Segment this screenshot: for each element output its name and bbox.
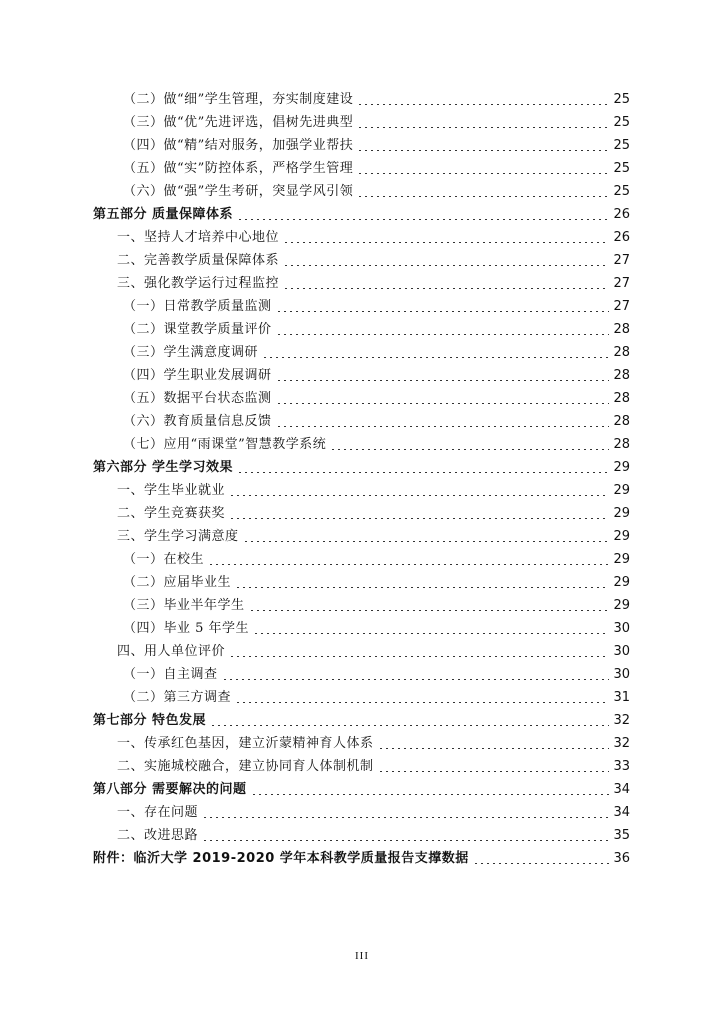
toc-entry[interactable] [0, 801, 724, 824]
toc-entry[interactable] [0, 594, 724, 617]
toc-entry-title: （一）日常教学质量监测 [123, 299, 272, 314]
dot-leader [202, 840, 609, 841]
toc-entry-title: 第八部分 需要解决的问题 [93, 782, 247, 797]
toc-entry-page-number: 33 [613, 759, 630, 774]
toc-entry[interactable] [0, 295, 724, 318]
dot-leader [357, 104, 609, 105]
dot-leader [378, 771, 610, 772]
toc-entry-title: （二）应届毕业生 [123, 575, 232, 590]
toc-entry-page-number: 25 [613, 138, 630, 153]
dot-leader [253, 633, 609, 634]
dot-leader [251, 794, 610, 795]
toc-entry-page-number: 31 [613, 690, 630, 705]
toc-entry[interactable] [0, 456, 724, 479]
dot-leader [235, 587, 609, 588]
toc-entry[interactable] [0, 686, 724, 709]
toc-entry-title: （七）应用“雨课堂”智慧教学系统 [123, 437, 327, 452]
toc-entry-title: （五）数据平台状态监测 [123, 391, 272, 406]
dot-leader [276, 311, 610, 312]
toc-entry[interactable] [0, 341, 724, 364]
toc-entry-page-number: 30 [613, 644, 630, 659]
toc-entry-page-number: 28 [613, 322, 630, 337]
dot-leader [237, 219, 609, 220]
toc-entry[interactable] [0, 640, 724, 663]
toc-entry-page-number: 29 [613, 575, 630, 590]
dot-leader [276, 403, 610, 404]
toc-entry-title: 一、学生毕业就业 [117, 483, 226, 498]
dot-leader [330, 449, 609, 450]
toc-entry-title: 一、坚持人才培养中心地位 [117, 230, 280, 245]
toc-entry-title: （三）学生满意度调研 [123, 345, 259, 360]
toc-entry[interactable] [0, 617, 724, 640]
toc-entry[interactable] [0, 410, 724, 433]
toc-entry-page-number: 29 [613, 598, 630, 613]
toc-entry-title: 二、改进思路 [117, 828, 199, 843]
toc-entry-page-number: 28 [613, 414, 630, 429]
dot-leader [208, 564, 609, 565]
toc-entry-page-number: 28 [613, 368, 630, 383]
toc-entry-page-number: 25 [613, 92, 630, 107]
dot-leader [249, 610, 610, 611]
toc-entry-title: （四）学生职业发展调研 [123, 368, 272, 383]
dot-leader [229, 495, 609, 496]
toc-entry[interactable] [0, 364, 724, 387]
dot-leader [283, 288, 609, 289]
toc-entry-page-number: 36 [613, 851, 630, 866]
toc-entry-page-number: 35 [613, 828, 630, 843]
dot-leader [229, 656, 609, 657]
toc-entry[interactable] [0, 318, 724, 341]
toc-entry-page-number: 28 [613, 437, 630, 452]
toc-entry-title: 一、存在问题 [117, 805, 199, 820]
toc-entry-page-number: 32 [613, 713, 630, 728]
toc-entry-title: （六）教育质量信息反馈 [123, 414, 272, 429]
toc-entry-page-number: 34 [613, 805, 630, 820]
toc-entry[interactable] [0, 479, 724, 502]
page-number: III [355, 950, 369, 962]
toc-entry[interactable] [0, 134, 724, 157]
toc-entry-title: 一、传承红色基因，建立沂蒙精神育人体系 [117, 736, 374, 751]
dot-leader [276, 426, 610, 427]
toc-entry[interactable] [0, 157, 724, 180]
toc-entry[interactable] [0, 433, 724, 456]
dot-leader [243, 541, 610, 542]
toc-entry[interactable] [0, 249, 724, 272]
toc-entry[interactable] [0, 502, 724, 525]
toc-entry-page-number: 29 [613, 483, 630, 498]
dot-leader [229, 518, 609, 519]
toc-entry[interactable] [0, 548, 724, 571]
toc-entry[interactable] [0, 709, 724, 732]
toc-entry[interactable] [0, 571, 724, 594]
toc-entry[interactable] [0, 203, 724, 226]
toc-entry[interactable] [0, 226, 724, 249]
dot-leader [276, 334, 610, 335]
toc-entry-title: （四）毕业 5 年学生 [123, 621, 250, 636]
toc-entry-page-number: 28 [613, 391, 630, 406]
dot-leader [276, 380, 610, 381]
toc-entry[interactable] [0, 824, 724, 847]
toc-entry-page-number: 29 [613, 506, 630, 521]
toc-entry-title: （二）第三方调查 [123, 690, 232, 705]
toc-entry-title: （二）做“细”学生管理，夯实制度建设 [123, 92, 354, 107]
toc-entry-title: 第五部分 质量保障体系 [93, 207, 234, 222]
toc-entry-title: 三、学生学习满意度 [117, 529, 239, 544]
toc-entry-title: 第六部分 学生学习效果 [93, 460, 234, 475]
toc-entry-title: 二、实施城校融合，建立协同育人体制机制 [117, 759, 374, 774]
dot-leader [357, 127, 609, 128]
toc-entry-title: 三、强化教学运行过程监控 [117, 276, 280, 291]
toc-entry[interactable] [0, 778, 724, 801]
toc-entry[interactable] [0, 732, 724, 755]
toc-entry-title: （一）自主调查 [123, 667, 218, 682]
dot-leader [473, 863, 610, 864]
toc-entry-title: （二）课堂教学质量评价 [123, 322, 272, 337]
toc-entry-page-number: 25 [613, 161, 630, 176]
dot-leader [237, 472, 609, 473]
dot-leader [357, 196, 609, 197]
toc-entry-page-number: 34 [613, 782, 630, 797]
toc-entry[interactable] [0, 387, 724, 410]
dot-leader [357, 173, 609, 174]
dot-leader [235, 702, 609, 703]
toc-entry[interactable] [0, 847, 724, 870]
toc-entry-page-number: 29 [613, 552, 630, 567]
toc-entry-title: 四、用人单位评价 [117, 644, 226, 659]
toc-entry[interactable] [0, 111, 724, 134]
dot-leader [222, 679, 610, 680]
toc-entry[interactable] [0, 755, 724, 778]
toc-entry-title: 第七部分 特色发展 [93, 713, 207, 728]
dot-leader [283, 242, 609, 243]
toc-entry-title: （四）做“精”结对服务，加强学业帮扶 [123, 138, 354, 153]
toc-entry-page-number: 27 [613, 276, 630, 291]
toc-entry-page-number: 29 [613, 460, 630, 475]
toc-entry[interactable] [0, 663, 724, 686]
toc-entry-title: （六）做“强”学生考研，突显学风引领 [123, 184, 354, 199]
toc-entry-page-number: 26 [613, 207, 630, 222]
toc-entry[interactable] [0, 180, 724, 203]
dot-leader [262, 357, 609, 358]
dot-leader [378, 748, 610, 749]
toc-entry-page-number: 25 [613, 115, 630, 130]
toc-entry-title: （一）在校生 [123, 552, 205, 567]
toc-entry-title: 附件：临沂大学 2019-2020 学年本科教学质量报告支撑数据 [93, 851, 469, 866]
dot-leader [210, 725, 609, 726]
toc-entry-title: （三）毕业半年学生 [123, 598, 245, 613]
toc-entry-page-number: 28 [613, 345, 630, 360]
toc-entry-page-number: 25 [613, 184, 630, 199]
dot-leader [283, 265, 609, 266]
toc-entry[interactable] [0, 525, 724, 548]
toc-entry-title: 二、完善教学质量保障体系 [117, 253, 280, 268]
toc-entry-page-number: 32 [613, 736, 630, 751]
toc-entry-page-number: 30 [613, 621, 630, 636]
toc-entry-page-number: 27 [613, 299, 630, 314]
toc-entry-title: （五）做“实”防控体系，严格学生管理 [123, 161, 354, 176]
toc-entry-page-number: 26 [613, 230, 630, 245]
toc-entry[interactable] [0, 272, 724, 295]
dot-leader [202, 817, 609, 818]
toc-entry-title: （三）做“优”先进评选，倡树先进典型 [123, 115, 354, 130]
toc-entry[interactable] [0, 88, 724, 111]
table-of-contents [0, 88, 724, 870]
toc-entry-page-number: 27 [613, 253, 630, 268]
toc-entry-title: 二、学生竞赛获奖 [117, 506, 226, 521]
toc-entry-page-number: 30 [613, 667, 630, 682]
dot-leader [357, 150, 609, 151]
toc-entry-page-number: 29 [613, 529, 630, 544]
